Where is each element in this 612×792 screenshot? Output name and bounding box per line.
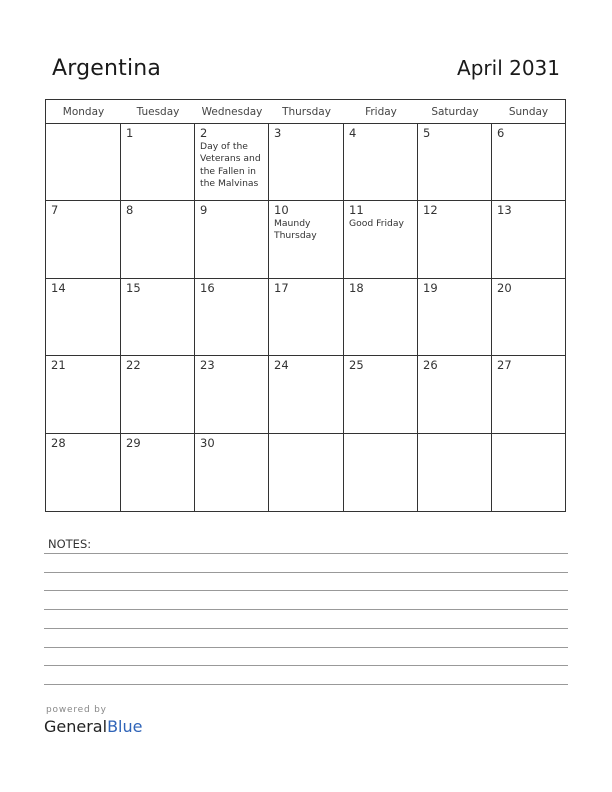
day-cell	[195, 434, 269, 511]
day-cell	[46, 434, 121, 511]
day-cell	[418, 434, 492, 511]
note-line	[44, 553, 568, 554]
day-cell	[492, 124, 565, 201]
day-number: 16	[200, 281, 215, 295]
day-number: 9	[200, 203, 208, 217]
day-number: 17	[274, 281, 289, 295]
weekday-header: Saturday	[418, 100, 492, 124]
note-line	[44, 647, 568, 648]
day-number: 27	[497, 358, 512, 372]
generalblue-logo	[44, 717, 142, 736]
day-number: 2	[200, 126, 208, 140]
day-cell	[418, 279, 492, 356]
day-number: 1	[126, 126, 134, 140]
day-cell	[418, 124, 492, 201]
day-cell	[344, 356, 418, 434]
day-number: 14	[51, 281, 66, 295]
note-line	[44, 572, 568, 573]
day-number: 13	[497, 203, 512, 217]
powered-by-text: powered by	[46, 705, 107, 715]
day-cell	[195, 124, 269, 201]
brand-general: General	[44, 717, 108, 736]
holiday-label: Maundy Thursday	[274, 218, 317, 242]
day-number: 30	[200, 436, 215, 450]
day-cell	[344, 124, 418, 201]
day-cell	[269, 279, 344, 356]
day-cell	[418, 356, 492, 434]
day-cell	[269, 356, 344, 434]
weekday-header: Thursday	[269, 100, 344, 124]
brand-blue: Blue	[107, 717, 143, 736]
calendar-grid	[45, 99, 566, 512]
day-number: 3	[274, 126, 282, 140]
day-number: 23	[200, 358, 215, 372]
day-number: 24	[274, 358, 289, 372]
day-cell	[269, 124, 344, 201]
day-cell	[121, 124, 195, 201]
day-cell	[344, 279, 418, 356]
day-cell	[46, 124, 121, 201]
day-cell	[46, 201, 121, 279]
day-number: 22	[126, 358, 141, 372]
day-number: 19	[423, 281, 438, 295]
day-number: 4	[349, 126, 357, 140]
note-line	[44, 609, 568, 610]
day-cell	[121, 201, 195, 279]
day-number: 5	[423, 126, 431, 140]
day-number: 6	[497, 126, 505, 140]
day-cell	[269, 434, 344, 511]
day-cell	[269, 201, 344, 279]
weekday-header: Wednesday	[195, 100, 269, 124]
weekday-header: Friday	[344, 100, 418, 124]
day-cell	[418, 201, 492, 279]
note-line	[44, 628, 568, 629]
day-number: 10	[274, 203, 289, 217]
weekday-header: Sunday	[492, 100, 565, 124]
day-cell	[121, 356, 195, 434]
note-line	[44, 665, 568, 666]
day-number: 11	[349, 203, 364, 217]
day-number: 26	[423, 358, 438, 372]
weekday-header: Monday	[46, 100, 121, 124]
day-cell	[195, 201, 269, 279]
day-cell	[46, 279, 121, 356]
day-cell	[344, 201, 418, 279]
holiday-label: Day of the Veterans and the Fallen in the Malvinas	[200, 141, 261, 189]
day-cell	[492, 201, 565, 279]
day-cell	[492, 356, 565, 434]
day-cell	[492, 279, 565, 356]
note-line	[44, 684, 568, 685]
day-cell	[121, 279, 195, 356]
day-number: 21	[51, 358, 66, 372]
notes-label: NOTES:	[48, 537, 92, 551]
day-number: 8	[126, 203, 134, 217]
day-number: 12	[423, 203, 438, 217]
day-number: 7	[51, 203, 59, 217]
day-number: 15	[126, 281, 141, 295]
day-number: 29	[126, 436, 141, 450]
day-cell	[492, 434, 565, 511]
day-cell	[46, 356, 121, 434]
day-cell	[195, 356, 269, 434]
note-line	[44, 590, 568, 591]
day-number: 20	[497, 281, 512, 295]
day-number: 28	[51, 436, 66, 450]
day-number: 25	[349, 358, 364, 372]
day-cell	[121, 434, 195, 511]
day-cell	[344, 434, 418, 511]
day-number: 18	[349, 281, 364, 295]
day-cell	[195, 279, 269, 356]
country-title: Argentina	[52, 56, 162, 81]
month-year-title: April 2031	[457, 56, 560, 80]
weekday-header: Tuesday	[121, 100, 195, 124]
holiday-label: Good Friday	[349, 218, 404, 229]
